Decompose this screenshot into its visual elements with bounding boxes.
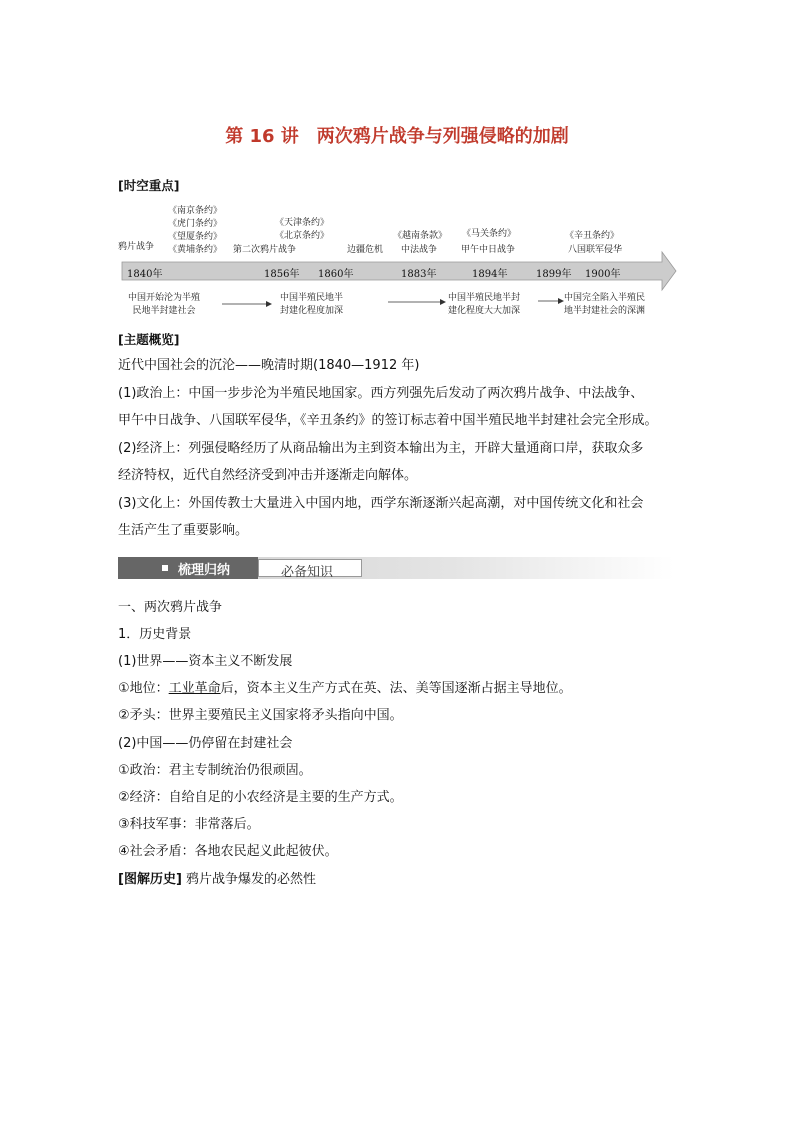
- note-3: [448, 292, 520, 318]
- note-4: [564, 292, 645, 318]
- overview-line-6: 生活产生了重要影响。: [118, 523, 249, 538]
- treaty-nanjing: 《南京条约》: [168, 206, 223, 216]
- content-conflict: ②矛头：世界主要殖民主义国家将矛头指向中国。: [118, 708, 403, 723]
- content-tech: ③科技军事：非常落后。: [118, 817, 260, 832]
- banner-right-block: [258, 559, 362, 580]
- content-china: (2)中国——仍停留在封建社会: [118, 736, 293, 751]
- banner-left-label: 梳理归纳: [178, 563, 231, 578]
- banner-left-block: [118, 557, 258, 579]
- note-4-line-1: 中国完全陷入半殖民: [564, 293, 646, 303]
- flow-arrowhead-2: [440, 299, 446, 305]
- overview-heading: 近代中国社会的沉沦——晚清时期(1840—1912 年): [118, 358, 420, 373]
- note-1-line-1: 中国开始沦为半殖: [128, 293, 201, 303]
- flow-arrowhead-1: [266, 301, 272, 307]
- year-1856: 1856年: [264, 269, 300, 280]
- note-3-line-2: 建化程度大大加深: [448, 306, 521, 316]
- note-1: [128, 292, 200, 318]
- year-1840: 1840年: [127, 269, 163, 280]
- overview-line-2: 甲午中日战争、八国联军侵华，《辛丑条约》的签订标志着中国半殖民地半封建社会完全形成。: [118, 413, 658, 428]
- treaty-tianjin: 《天津条约》: [275, 218, 330, 228]
- note-1-line-2: 民地半封建社会: [132, 306, 196, 316]
- section-banner: [118, 557, 674, 579]
- section-overview: [主题概览]: [118, 332, 180, 347]
- year-1900: 1900年: [585, 269, 621, 280]
- treaty-beijing: 《北京条约》: [275, 231, 330, 241]
- event-opium-war-2: 第二次鸦片战争: [233, 245, 297, 255]
- year-1883: 1883年: [401, 269, 437, 280]
- note-2-line-2: 封建化程度加深: [280, 306, 344, 316]
- position-suffix: 后，资本主义生产方式在英、法、美等国逐渐占据主导地位。: [220, 681, 572, 696]
- note-2-line-1: 中国半殖民地半: [280, 293, 344, 303]
- overview-line-1: (1)政治上：中国一步步沦为半殖民地国家。西方列强先后发动了两次鸦片战争、中法战争、: [118, 386, 644, 401]
- event-opium-war-1: 鸦片战争: [118, 242, 155, 252]
- illustration-label: [图解历史]: [118, 872, 182, 887]
- treaty-xinchou: 《辛丑条约》: [565, 231, 620, 241]
- content-section-1: 一、两次鸦片战争: [118, 600, 223, 615]
- year-1860: 1860年: [318, 269, 354, 280]
- content-illustration: [118, 870, 316, 890]
- event-border-crisis: 边疆危机: [347, 245, 384, 255]
- note-2: [280, 292, 343, 318]
- note-3-line-1: 中国半殖民地半封: [448, 293, 521, 303]
- overview-line-5: (3)文化上：外国传教士大量进入中国内地，西学东渐逐渐兴起高潮，对中国传统文化和社会: [118, 496, 644, 511]
- square-bullet-icon: [162, 565, 168, 571]
- note-4-line-2: 地半封建社会的深渊: [564, 306, 646, 316]
- content-society: ④社会矛盾：各地农民起义此起彼伏。: [118, 844, 338, 859]
- treaty-humen: 《虎门条约》: [168, 219, 223, 229]
- content-economy: ②经济：自给自足的小农经济是主要的生产方式。: [118, 790, 403, 805]
- position-prefix: ①地位：: [118, 681, 169, 696]
- banner-right-label: 必备知识: [281, 565, 334, 580]
- illustration-title: 鸦片战争爆发的必然性: [186, 872, 317, 887]
- content-sub-1: 1．历史背景: [118, 627, 192, 642]
- treaty-vietnam: 《越南条款》: [393, 231, 448, 241]
- content-position: [118, 679, 572, 699]
- page-title: 第 16 讲 两次鸦片战争与列强侵略的加剧: [225, 126, 569, 147]
- overview-line-4: 经济特权，近代自然经济受到冲击并逐渐走向解体。: [118, 468, 418, 483]
- treaty-wangxia: 《望厦条约》: [168, 232, 223, 242]
- event-eight-nation: 八国联军侵华: [568, 245, 623, 255]
- treaty-shimonoseki: 《马关条约》: [462, 229, 517, 239]
- content-politics: ①政治：君主专制统治仍很顽固。: [118, 763, 312, 778]
- treaty-huangpu: 《黄埔条约》: [168, 245, 223, 255]
- event-sino-french-war: 中法战争: [401, 245, 438, 255]
- event-sino-japanese-war: 甲午中日战争: [461, 245, 516, 255]
- year-1899: 1899年: [536, 269, 572, 280]
- section-spacetime: [时空重点]: [118, 178, 180, 193]
- year-1894: 1894年: [472, 269, 508, 280]
- timeline-arrow-graphic: [0, 0, 794, 330]
- overview-line-3: (2)经济上：列强侵略经历了从商品输出为主到资本输出为主，开辟大量通商口岸，获取众多: [118, 441, 644, 456]
- content-world: (1)世界——资本主义不断发展: [118, 654, 293, 669]
- position-underline: 工业革命: [168, 681, 221, 696]
